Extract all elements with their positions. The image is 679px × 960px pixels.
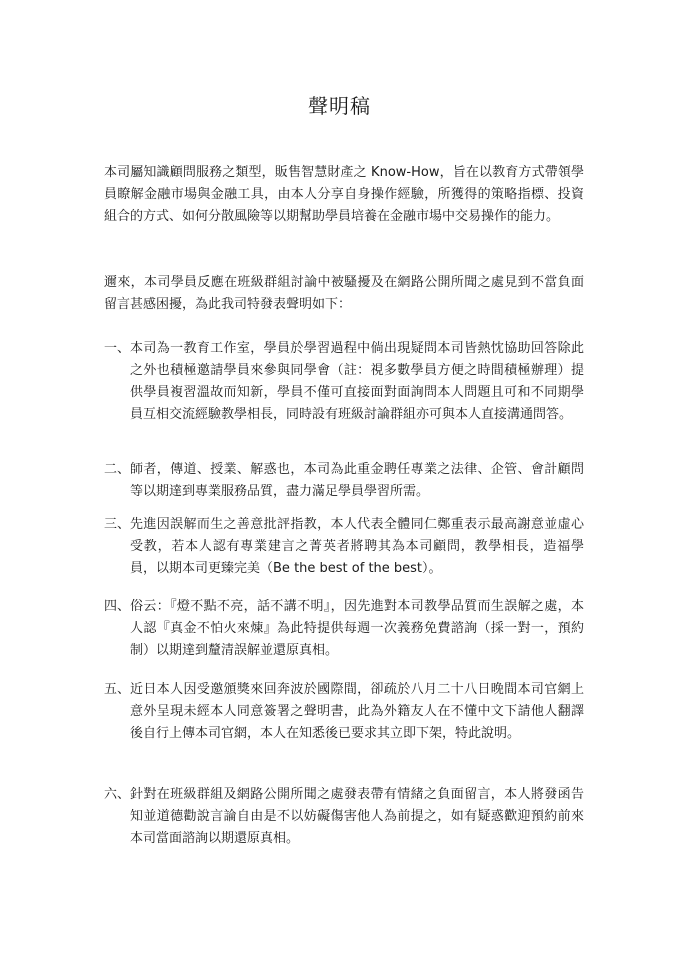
item-number: 四、 xyxy=(104,599,131,614)
statement-item-2 xyxy=(104,459,584,503)
statement-item-4 xyxy=(104,596,584,662)
item-text: 近日本人因受邀頒獎來回奔波於國際間，卻疏於八月二十八日晚間本司官網上意外呈現未經本人同意簽署之聲明書，此為外籍友人在不懂中文下請他人翻譯後自行上傳本司官網，本人在知悉後已要求其立即下架，特此說明。 xyxy=(130,682,584,741)
item-number: 五、 xyxy=(104,682,131,697)
item-number: 六、 xyxy=(104,787,131,802)
item-text: 針對在班級群組及網路公開所聞之處發表帶有情緒之負面留言，本人將發函告知並道德勸說言論自由是不以妨礙傷害他人為前提之，如有疑惑歡迎預約前來本司當面諮詢以期還原真相。 xyxy=(130,787,584,846)
statement-item-5 xyxy=(104,679,584,745)
item-number: 三、 xyxy=(104,517,131,532)
statement-item-6 xyxy=(104,784,584,850)
intro-paragraph: 本司屬知識顧問服務之類型，販售智慧財產之 Know-How，旨在以教育方式帶領學員瞭解金融市場與金融工具，由本人分享自身操作經驗，所獲得的策略指標、投資組合的方式、如何分散風險等以期幫助學員培養在金融市場中交易操作的能力。 xyxy=(104,165,584,224)
item-text: 師者，傳道、授業、解惑也，本司為此重金聘任專業之法律、企管、會計顧問等以期達到專業服務品質，盡力滿足學員學習所需。 xyxy=(130,462,584,499)
page-title: 聲明稿 xyxy=(308,94,371,118)
item-number: 一、 xyxy=(104,341,131,356)
item-text: 本司為一教育工作室，學員於學習過程中倘出現疑問本司皆熱忱協助回答除此之外也積極邀請學員來參與同學會（註：視多數學員方便之時間積極辦理）提供學員複習溫故而知新，學員不僅可直接面對面詢問本人問題且可和不同期學員互相交流經驗教學相長，同時設有班級討論群組亦可與本人直接溝通問答。 xyxy=(130,341,584,422)
statement-item-1 xyxy=(104,338,584,426)
recent-paragraph: 邇來，本司學員反應在班級群組討論中被騷擾及在網路公開所聞之處見到不當負面留言甚感困擾，為此我司特發表聲明如下： xyxy=(104,275,584,312)
item-text: 俗云：『燈不點不亮，話不講不明』，因先進對本司教學品質而生誤解之處，本人認『真金不怕火來煉』為此特提供每週一次義務免費諮詢（採一對一，預約制）以期達到釐清誤解並還原真相。 xyxy=(130,599,584,658)
statement-item-3 xyxy=(104,514,584,580)
item-number: 二、 xyxy=(104,462,131,477)
item-text: 先進因誤解而生之善意批評指教，本人代表全體同仁鄭重表示最高謝意並虛心受教，若本人認有專業建言之菁英者將聘其為本司顧問，教學相長，造福學員，以期本司更臻完美（Be the best of the best）。 xyxy=(130,517,584,576)
